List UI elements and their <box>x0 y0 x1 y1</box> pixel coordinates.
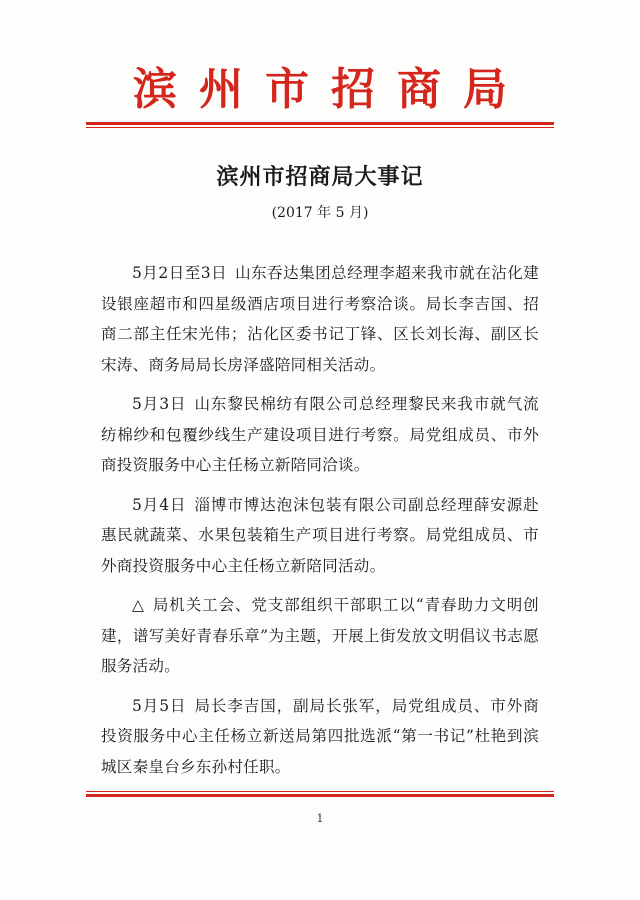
entry-text: 局长李吉国，副局长张军，局党组成员、市外商投资服务中心主任杨立新送局第四批选派“第一书记”杜艳到滨城区秦皇台乡东孙村任职。 <box>101 696 539 776</box>
entry-date: 5月3日 <box>132 395 187 413</box>
document-period: (2017 年 5 月) <box>271 205 369 221</box>
page-number: 1 <box>316 812 324 825</box>
entry-paragraph <box>101 590 539 682</box>
entry-paragraph <box>101 490 539 582</box>
entry-date: 5月2日至3日 <box>132 264 228 282</box>
entry-date: 5月5日 <box>132 696 187 715</box>
entry-text: 山东黎民棉纺有限公司总经理黎民来我市就气流纺棉纱和包覆纱线生产建设项目进行考察。局党组成员、市外商投资服务中心主任杨立新陪同洽谈。 <box>101 395 539 474</box>
footer-rule-thick <box>86 794 554 797</box>
entry-paragraph <box>101 389 539 481</box>
entry-paragraph <box>101 691 539 783</box>
masthead-org-name: 滨州市招商局 <box>133 64 529 115</box>
document-title: 滨州市招商局大事记 <box>216 164 424 190</box>
entry-text: 淄博市博达泡沫包装有限公司副总经理薛安源赴惠民就蔬菜、水果包装箱生产项目进行考察。局党组成员、市外商投资服务中心主任杨立新陪同活动。 <box>101 495 539 575</box>
footer-rule-thin <box>86 791 554 792</box>
entry-paragraph <box>101 258 539 380</box>
entry-date: 5月4日 <box>132 495 187 514</box>
masthead-rule-thick <box>86 122 554 125</box>
entry-text: 山东吞达集团总经理李超来我市就在沾化建设银座超市和四星级酒店项目进行考察洽谈。局长李吉国、招商二部主任宋光伟；沾化区委书记丁锋、区长刘长海、副区长宋涛、商务局局长房泽盛陪同相关活动。 <box>101 264 540 374</box>
document-body <box>101 258 539 791</box>
entry-text: 局机关工会、党支部组织干部职工以“青春助力文明创建，谱写美好青春乐章”为主题，开展上街发放文明倡议书志愿服务活动。 <box>101 596 539 675</box>
masthead-rule-thin <box>86 127 554 128</box>
entry-marker: △ <box>132 596 145 614</box>
